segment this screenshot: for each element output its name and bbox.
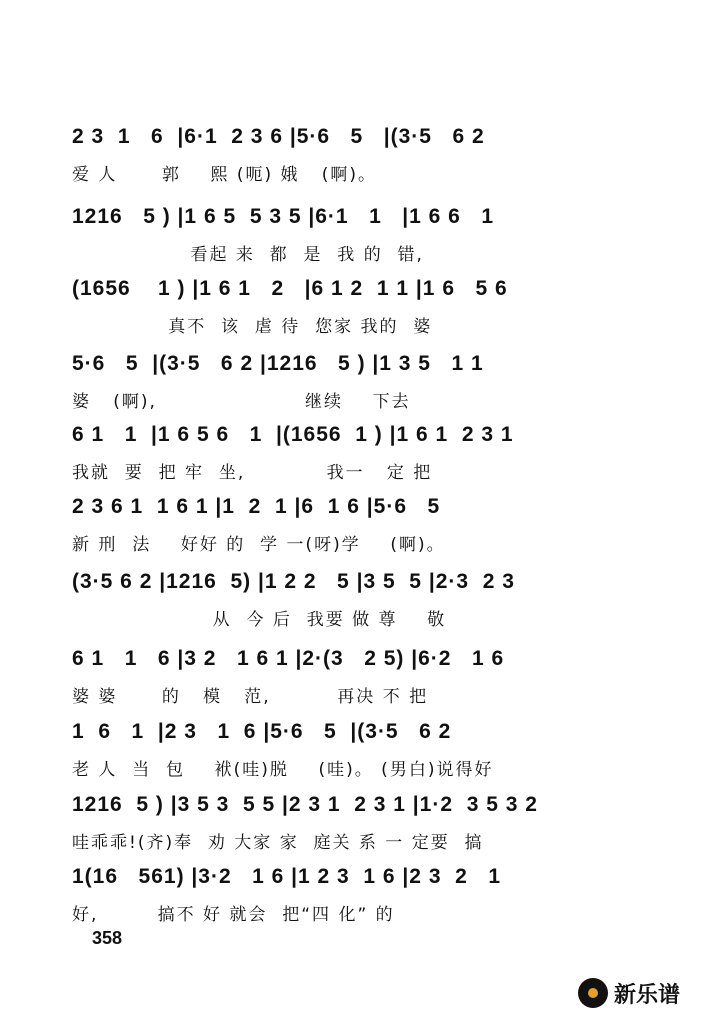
score-system	[72, 272, 612, 352]
notation-line: 6 1 1 6 |3 2 1 6 1 |2·(3 2 5) |6·2 1 6	[72, 647, 505, 670]
lyrics-line: 新 刑 法 好好 的 学 一(呀)学 (啊)。	[72, 535, 446, 555]
lyrics-line: 好, 搞不 好 就会 把“四 化” 的	[72, 905, 395, 925]
notation-line: (3·5 6 2 |1216 5) |1 2 2 5 |3 5 5 |2·3 2 3	[72, 570, 515, 593]
score-system	[72, 418, 612, 498]
score-system	[72, 860, 612, 940]
score-system	[72, 120, 612, 200]
notation-line: 1216 5 ) |1 6 5 5 3 5 |6·1 1 |1 6 6 1	[72, 205, 495, 228]
score-system	[72, 347, 612, 427]
notation-line: (1656 1 ) |1 6 1 2 |6 1 2 1 1 |1 6 5 6	[72, 277, 508, 300]
score-system	[72, 715, 612, 795]
lyrics-line: 婆 (啊), 继续 下去	[72, 392, 411, 412]
brand-logo	[578, 975, 698, 1011]
score-system	[72, 490, 612, 570]
notation-line: 2 3 1 6 |6·1 2 3 6 |5·6 5 |(3·5 6 2	[72, 125, 485, 148]
lyrics-line: 真不 该 虐 待 您家 我的 婆	[72, 317, 433, 337]
lyrics-line: 爱 人 郭 熙 (呃) 娥 (啊)。	[72, 165, 377, 185]
notation-line: 1(16 561) |3·2 1 6 |1 2 3 1 6 |2 3 2 1	[72, 865, 502, 888]
notation-line: 5·6 5 |(3·5 6 2 |1216 5 ) |1 3 5 1 1	[72, 352, 484, 375]
notation-line: 1216 5 ) |3 5 3 5 5 |2 3 1 2 3 1 |1·2 3 5 3 2	[72, 793, 538, 816]
score-system	[72, 642, 612, 722]
lyrics-line: 我就 要 把 牢 坐, 我一 定 把	[72, 463, 433, 483]
vinyl-record-icon	[578, 978, 608, 1008]
page-number: 358	[92, 928, 123, 948]
lyrics-line: 哇乖乖!(齐)奉 劝 大家 家 庭关 系 一 定要 搞	[72, 833, 484, 853]
score-system	[72, 200, 612, 280]
lyrics-line: 看起 来 都 是 我 的 错,	[72, 245, 424, 265]
score-system	[72, 565, 612, 645]
lyrics-line: 婆 婆 的 模 范, 再决 不 把	[72, 687, 429, 707]
notation-line: 1 6 1 |2 3 1 6 |5·6 5 |(3·5 6 2	[72, 720, 452, 743]
notation-line: 2 3 6 1 1 6 1 |1 2 1 |6 1 6 |5·6 5	[72, 495, 441, 518]
lyrics-line: 从 今 后 我要 做 尊 敬	[72, 610, 447, 630]
score-system	[72, 788, 612, 868]
brand-name: 新乐谱	[614, 982, 681, 1008]
notation-line: 6 1 1 |1 6 5 6 1 |(1656 1 ) |1 6 1 2 3 1	[72, 423, 514, 446]
lyrics-line: 老 人 当 包 袱(哇)脱 (哇)。 (男白)说得好	[72, 760, 494, 780]
